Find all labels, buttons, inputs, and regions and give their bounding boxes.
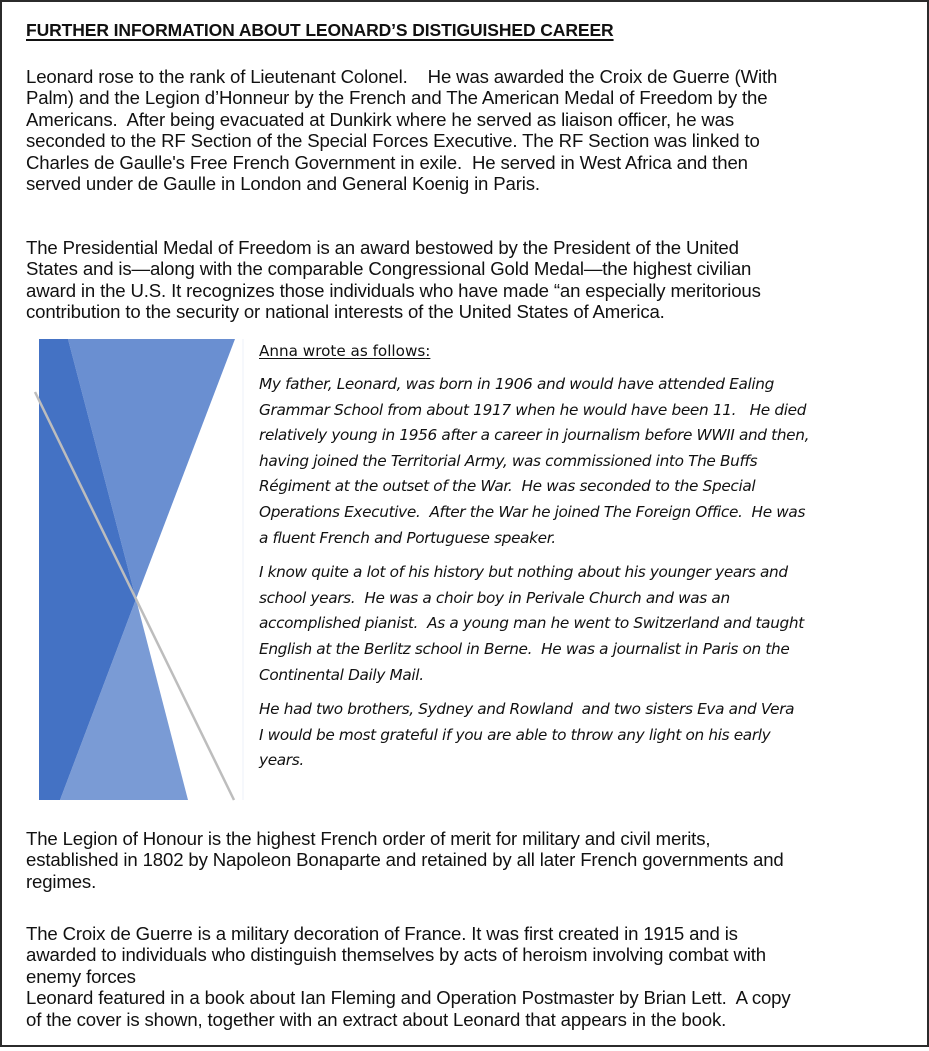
text-line: He had two brothers, Sydney and Rowland and two sisters Eva and Vera <box>259 700 795 719</box>
text-line: accomplished pianist. As a young man he went to Switzerland and taught <box>259 614 804 633</box>
page-title: FURTHER INFORMATION ABOUT LEONARD’S DISTIGUISHED CAREER <box>26 20 614 40</box>
quote-paragraph <box>259 560 909 688</box>
text-line: having joined the Territorial Army, was commissioned into The Buffs <box>259 451 758 470</box>
text-line: enemy forces <box>26 965 136 987</box>
text-line: English at the Berlitz school in Berne. He was a journalist in Paris on the <box>259 639 790 658</box>
text-line: seconded to the RF Section of the Special Forces Executive. The RF Section was linked to <box>26 130 760 152</box>
text-line: contribution to the security or national interests of the United States of America. <box>26 301 665 323</box>
paragraph-legion-of-honour <box>26 828 784 892</box>
quote-heading-text: Anna wrote as follows <box>259 342 426 360</box>
text-line: school years. He was a choir boy in Perivale Church and was an <box>259 588 730 607</box>
text-line: relatively young in 1956 after a career in journalism before WWII and then, <box>259 426 810 445</box>
text-line: The Presidential Medal of Freedom is an award bestowed by the President of the United <box>26 237 739 258</box>
text-line: I would be most grateful if you are able to throw any light on his early <box>259 725 771 744</box>
quote-paragraph <box>259 372 909 551</box>
text-line: a fluent French and Portuguese speaker. <box>259 528 556 547</box>
quote-heading <box>259 340 909 362</box>
text-line: Palm) and the Legion d’Honneur by the French and The American Medal of Freedom by the <box>26 87 768 109</box>
text-line: regimes. <box>26 870 97 892</box>
text-line: The Legion of Honour is the highest French order of merit for military and civil merits, <box>26 828 711 849</box>
anna-quote <box>259 340 909 774</box>
text-line: of the cover is shown, together with an extract about Leonard that appears in the book. <box>26 1008 727 1030</box>
text-line: Charles de Gaulle's Free French Government in exile. He served in West Africa and then <box>26 151 748 173</box>
text-line: My father, Leonard, was born in 1906 and would have attended Ealing <box>259 375 774 393</box>
text-line: award in the U.S. It recognizes those individuals who have made “an especially meritorious <box>26 279 761 301</box>
quote-paragraph <box>259 697 909 774</box>
text-line: Operations Executive. After the War he joined The Foreign Office. He was <box>259 502 806 521</box>
quote-heading-colon: : <box>425 342 431 360</box>
text-line: Régiment at the outset of the War. He was seconded to the Special <box>259 477 756 496</box>
text-line: served under de Gaulle in London and General Koenig in Paris. <box>26 173 540 195</box>
text-line: Grammar School from about 1917 when he would have been 11. He died <box>259 400 807 419</box>
text-line: awarded to individuals who distinguish themselves by acts of heroism involving combat with <box>26 944 766 966</box>
text-line: The Croix de Guerre is a military decoration of France. It was first created in 1915 and is <box>26 923 738 944</box>
text-line: years. <box>259 751 304 770</box>
text-line: established in 1802 by Napoleon Bonaparte and retained by all later French governments and <box>26 849 784 871</box>
paragraph-croix-de-guerre <box>26 923 791 1030</box>
text-line: I know quite a lot of his history but nothing about his younger years and <box>259 563 788 582</box>
text-line: Leonard featured in a book about Ian Fleming and Operation Postmaster by Brian Lett. A copy <box>26 987 791 1009</box>
text-line: Leonard rose to the rank of Lieutenant Colonel. He was awarded the Croix de Guerre (With <box>26 66 778 87</box>
text-line: Continental Daily Mail. <box>259 665 424 684</box>
text-line: Americans. After being evacuated at Dunkirk where he served as liaison officer, he was <box>26 108 735 130</box>
text-line: States and is—along with the comparable Congressional Gold Medal—the highest civilian <box>26 258 752 280</box>
